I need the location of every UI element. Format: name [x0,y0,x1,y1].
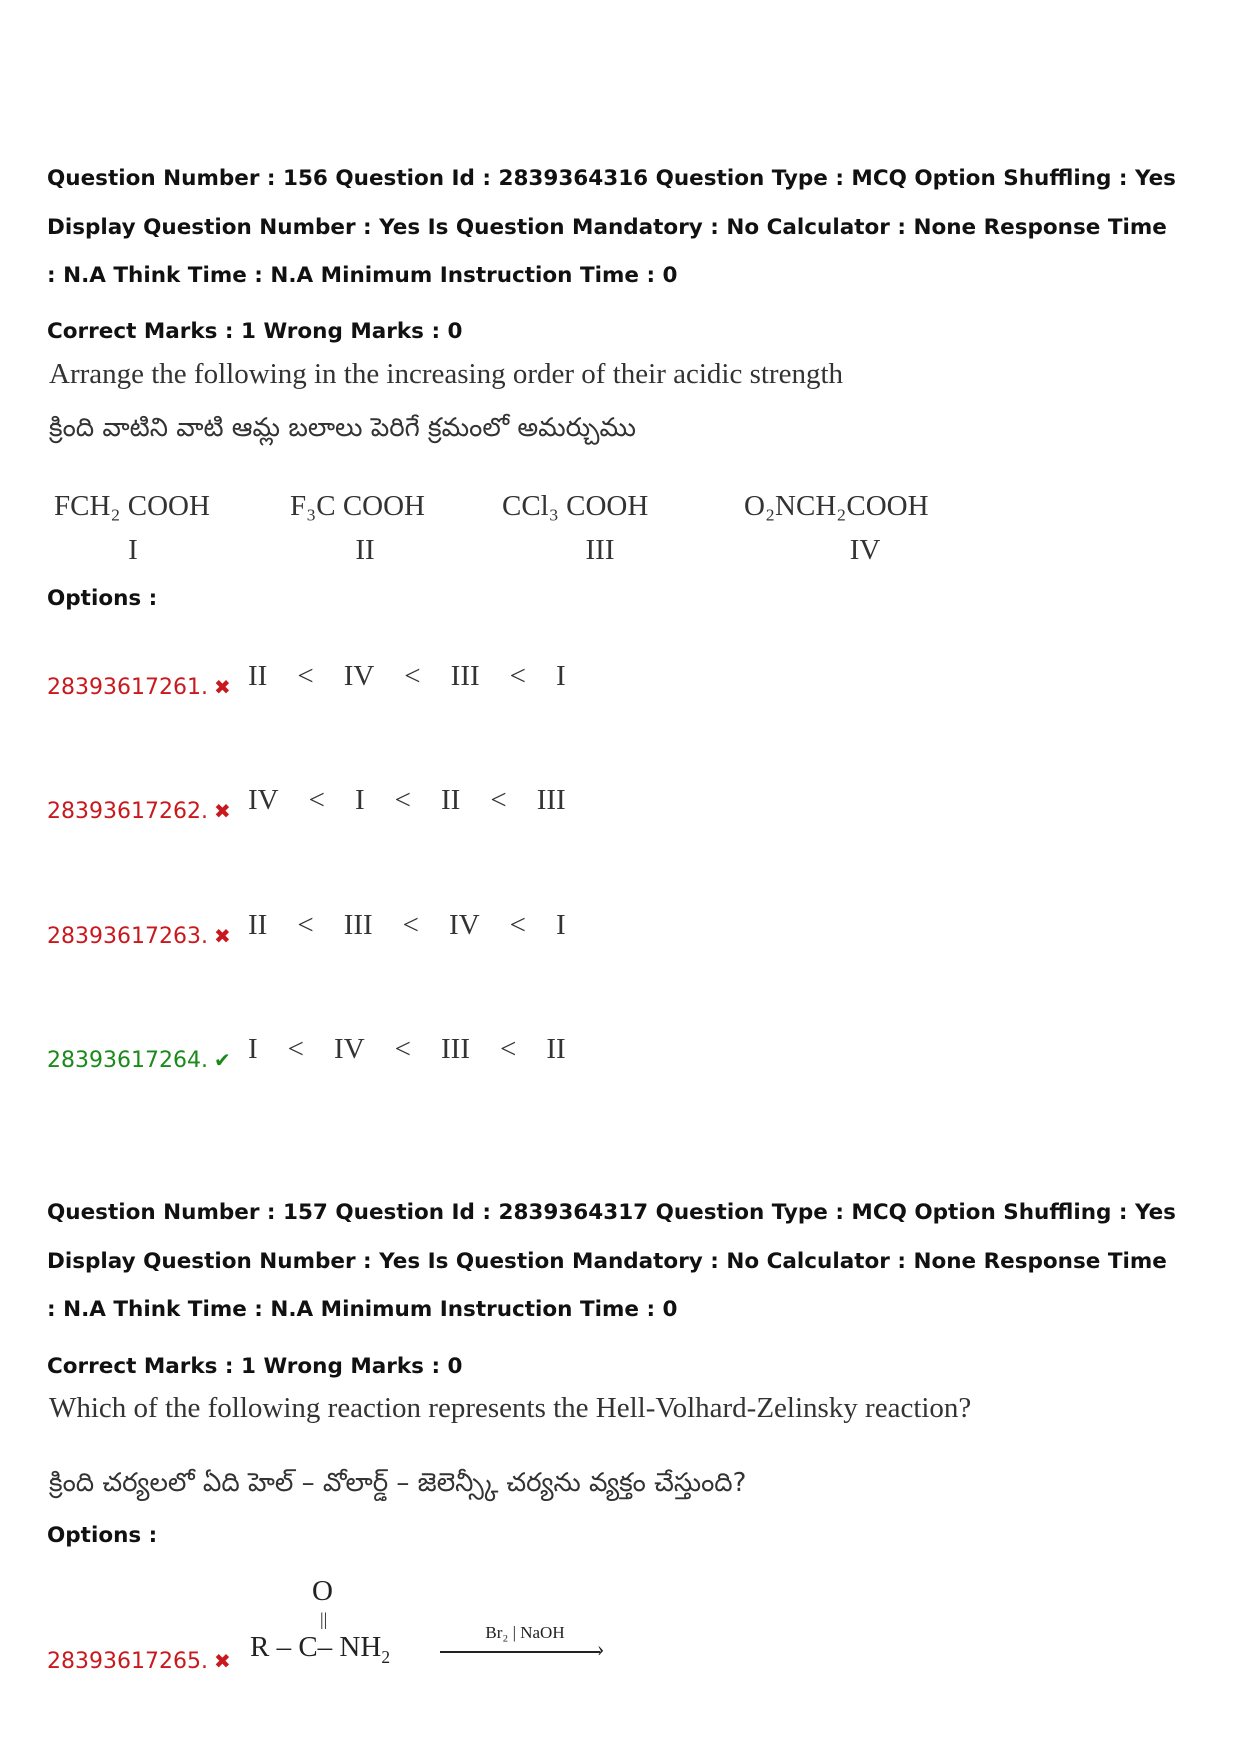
compound-label: III [585,534,615,566]
roman-numeral: III [343,909,373,941]
roman-numeral: III [441,1033,470,1065]
less-than-sign: < [394,784,411,816]
reactant-text: R – C– NH [250,1631,382,1663]
roman-numeral: II [248,660,268,692]
less-than-sign: < [297,660,314,692]
question-text-en: Arrange the following in the increasing order of their acidic strength [49,358,844,390]
double-bond: || [320,1609,328,1629]
marks-line: Correct Marks : 1 Wrong Marks : 0 [47,319,463,344]
subscript: 2 [381,1646,391,1667]
option-id-text: 28393617263. [47,924,208,949]
compound-formula: FCH₂ COOH [54,490,210,522]
less-than-sign: < [402,909,420,941]
less-than-sign: < [509,909,526,941]
compound-formula: F₃C COOH [290,490,426,522]
roman-numeral: I [354,784,365,816]
less-than-sign: < [394,1033,411,1065]
roman-numeral: I [556,660,566,692]
compound-label: II [355,534,375,566]
options-label: Options : [47,1523,158,1548]
less-than-sign: < [404,660,421,692]
roman-numeral: IV [334,1033,365,1065]
roman-numeral: III [536,784,566,816]
question-meta-line: : N.A Think Time : N.A Minimum Instruction Time : 0 [47,1297,678,1322]
marks-line: Correct Marks : 1 Wrong Marks : 0 [47,1354,463,1379]
option-id-text: 28393617261. [47,675,208,700]
roman-numeral: IV [248,784,279,816]
question-meta-line: Question Number : 157 Question Id : 2839364317 Question Type : MCQ Option Shuffling : Yes [47,1200,1176,1225]
cross-icon: ✖ [213,924,231,948]
roman-numeral: II [248,909,268,941]
option-id [47,675,231,700]
option-expression [248,909,596,942]
question-text-te: క్రింది వాటిని వాటి ఆమ్ల బలాలు పెరిగే క్రమంలో అమర్చుము [49,413,636,443]
compound-formula: O₂NCH₂COOH [744,490,929,522]
roman-numeral: I [248,1033,258,1065]
question-meta-line: : N.A Think Time : N.A Minimum Instruction Time : 0 [47,263,678,288]
question-meta-line: Display Question Number : Yes Is Question Mandatory : No Calculator : None Response Time [47,215,1167,240]
roman-numeral: II [546,1033,566,1065]
option-id [47,799,231,824]
option-id [47,924,231,949]
arrow-head-icon: › [597,1636,605,1661]
roman-numeral: IV [343,660,375,692]
roman-numeral: III [450,660,480,692]
roman-numeral: I [556,909,566,941]
question-meta-line: Display Question Number : Yes Is Question Mandatory : No Calculator : None Response Time [47,1249,1167,1274]
compound-label: IV [849,534,881,566]
roman-numeral: IV [449,909,480,941]
question-text-te: క్రింది చర్యలలో ఏది హెల్ – వోలార్డ్ – జెలెన్స్కీ చర్యను వ్యక్తం చేస్తుంది? [49,1468,747,1498]
option-expression [248,660,596,693]
option-id [47,1048,231,1073]
less-than-sign: < [287,1033,305,1065]
check-icon: ✔ [213,1048,231,1072]
option-id-text: 28393617262. [47,799,208,824]
option-id[interactable] [47,1649,231,1674]
option-expression [248,784,596,817]
cross-icon: ✖ [213,1649,231,1673]
less-than-sign: < [308,784,325,816]
oxygen-atom: O [312,1575,333,1607]
roman-numeral: II [441,784,461,816]
less-than-sign: < [297,909,314,941]
less-than-sign: < [490,784,507,816]
question-text-en: Which of the following reaction represents the Hell-Volhard-Zelinsky reaction? [49,1392,972,1424]
reaction-arrow [440,1651,600,1653]
cross-icon: ✖ [213,675,231,699]
less-than-sign: < [509,660,526,692]
less-than-sign: < [499,1033,517,1065]
compound-label: I [128,534,138,566]
reaction-reactant [250,1631,390,1668]
reagent-label: Br₂ | NaOH [485,1623,565,1642]
compound-formula: CCl₃ COOH [502,490,649,522]
option-id-text: 28393617265. [47,1649,208,1674]
question-meta-line: Question Number : 156 Question Id : 2839364316 Question Type : MCQ Option Shuffling : Yes [47,166,1176,191]
option-expression [248,1033,596,1066]
options-label: Options : [47,586,158,611]
cross-icon: ✖ [213,799,231,823]
option-id-text: 28393617264. [47,1048,208,1073]
